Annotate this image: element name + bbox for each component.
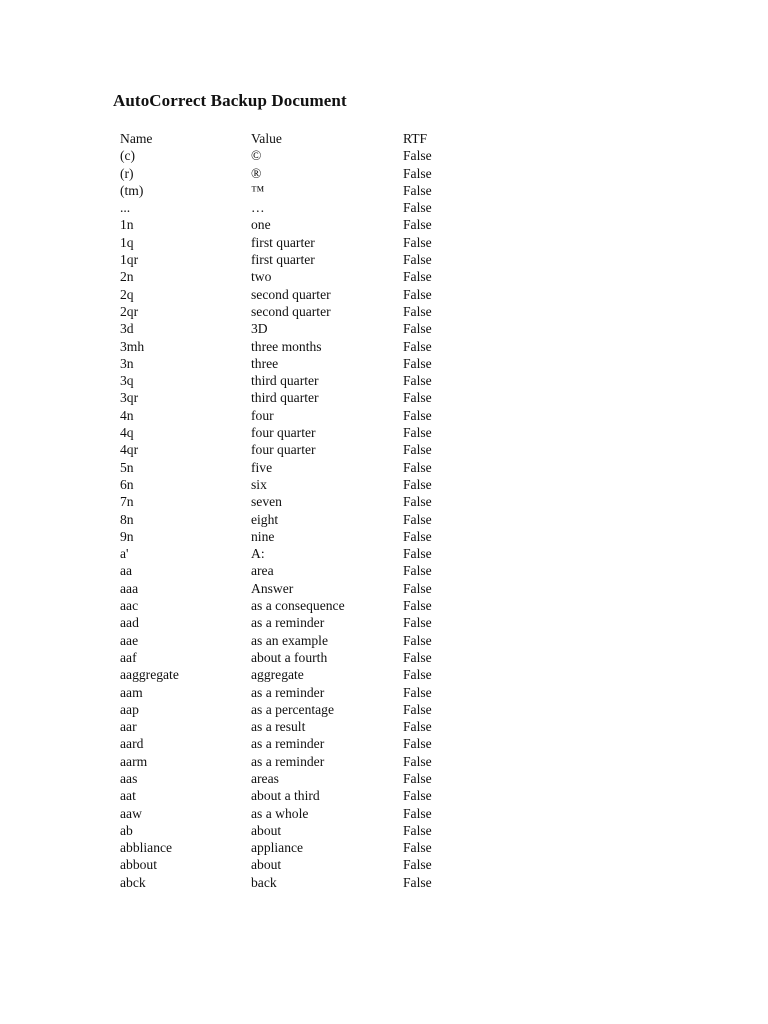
table-row	[120, 407, 450, 424]
table-row	[120, 787, 450, 804]
cell-value: back	[251, 874, 277, 890]
cell-rtf: False	[403, 528, 432, 544]
table-row	[120, 165, 450, 182]
cell-name: 3d	[120, 321, 134, 337]
cell-name: 2q	[120, 286, 134, 302]
table-row	[120, 147, 450, 164]
cell-value: as an example	[251, 632, 328, 648]
cell-rtf: False	[403, 165, 432, 181]
cell-name: 9n	[120, 528, 134, 544]
table-body	[120, 147, 450, 891]
cell-rtf: False	[403, 407, 432, 423]
cell-value: second quarter	[251, 303, 331, 319]
cell-rtf: False	[403, 200, 432, 216]
table-row	[120, 666, 450, 683]
cell-value: areas	[251, 770, 279, 786]
autocorrect-table	[120, 130, 450, 891]
cell-value: about a fourth	[251, 649, 328, 665]
cell-value: as a reminder	[251, 736, 325, 752]
table-row	[120, 580, 450, 597]
cell-value: appliance	[251, 840, 304, 856]
cell-rtf: False	[403, 874, 432, 890]
table-row	[120, 182, 450, 199]
cell-value: as a whole	[251, 805, 309, 821]
table-row	[120, 459, 450, 476]
cell-rtf: False	[403, 321, 432, 337]
table-row	[120, 493, 450, 510]
table-row	[120, 528, 450, 545]
cell-rtf: False	[403, 840, 432, 856]
table-row	[120, 545, 450, 562]
cell-value: four quarter	[251, 425, 316, 441]
cell-rtf: False	[403, 442, 432, 458]
cell-value: about	[251, 822, 282, 838]
cell-rtf: False	[403, 217, 432, 233]
cell-rtf: False	[403, 494, 432, 510]
cell-name: 6n	[120, 476, 134, 492]
cell-name: aaggregate	[120, 667, 179, 683]
cell-value: as a percentage	[251, 701, 335, 717]
table-row	[120, 856, 450, 873]
cell-value: three	[251, 355, 279, 371]
table-row	[120, 476, 450, 493]
cell-name: 4n	[120, 407, 134, 423]
cell-value: area	[251, 563, 274, 579]
cell-name: abck	[120, 874, 146, 890]
cell-rtf: False	[403, 701, 432, 717]
cell-name: 3q	[120, 373, 134, 389]
cell-name: 3n	[120, 355, 134, 371]
cell-rtf: False	[403, 459, 432, 475]
cell-name: (r)	[120, 165, 134, 181]
cell-rtf: False	[403, 788, 432, 804]
cell-value: as a reminder	[251, 615, 325, 631]
cell-value: Answer	[251, 580, 294, 596]
cell-rtf: False	[403, 580, 432, 596]
cell-name: (c)	[120, 148, 136, 164]
table-row	[120, 822, 450, 839]
table-row	[120, 216, 450, 233]
cell-name: aarm	[120, 753, 148, 769]
cell-rtf: False	[403, 770, 432, 786]
cell-rtf: False	[403, 355, 432, 371]
cell-rtf: False	[403, 649, 432, 665]
cell-rtf: False	[403, 286, 432, 302]
cell-name: 2qr	[120, 303, 139, 319]
cell-name: 4q	[120, 425, 134, 441]
cell-rtf: False	[403, 303, 432, 319]
cell-name: a'	[120, 546, 129, 562]
cell-name: ...	[120, 200, 131, 216]
cell-rtf: False	[403, 632, 432, 648]
cell-name: abbout	[120, 857, 157, 873]
cell-rtf: False	[403, 338, 432, 354]
cell-value: two	[251, 269, 272, 285]
cell-value: third quarter	[251, 373, 319, 389]
cell-name: 1n	[120, 217, 134, 233]
cell-rtf: False	[403, 805, 432, 821]
cell-rtf: False	[403, 598, 432, 614]
table-row	[120, 268, 450, 285]
table-row	[120, 389, 450, 406]
cell-rtf: False	[403, 822, 432, 838]
table-row	[120, 234, 450, 251]
cell-name: aas	[120, 770, 138, 786]
cell-value: first quarter	[251, 252, 315, 268]
header-rtf: RTF	[403, 131, 428, 146]
table-row	[120, 251, 450, 268]
cell-value: ™	[251, 182, 265, 198]
cell-name: 1q	[120, 234, 134, 250]
cell-value: as a reminder	[251, 753, 325, 769]
cell-name: 1qr	[120, 252, 139, 268]
table-row	[120, 338, 450, 355]
cell-rtf: False	[403, 753, 432, 769]
cell-value: …	[251, 200, 265, 216]
cell-value: first quarter	[251, 234, 315, 250]
cell-value: third quarter	[251, 390, 319, 406]
cell-name: aa	[120, 563, 133, 579]
cell-rtf: False	[403, 684, 432, 700]
table-row	[120, 286, 450, 303]
cell-rtf: False	[403, 736, 432, 752]
cell-name: 3mh	[120, 338, 145, 354]
cell-rtf: False	[403, 615, 432, 631]
table-row	[120, 649, 450, 666]
table-row	[120, 424, 450, 441]
cell-name: aac	[120, 598, 139, 614]
cell-name: aae	[120, 632, 139, 648]
table-row	[120, 441, 450, 458]
cell-value: ®	[251, 165, 262, 181]
cell-name: aad	[120, 615, 139, 631]
cell-value: 3D	[251, 321, 268, 337]
cell-rtf: False	[403, 425, 432, 441]
document-title: AutoCorrect Backup Document	[113, 91, 347, 110]
cell-name: abbliance	[120, 840, 173, 856]
table-row	[120, 805, 450, 822]
cell-name: aaf	[120, 649, 137, 665]
table-header-row	[120, 130, 450, 147]
cell-value: eight	[251, 511, 279, 527]
cell-rtf: False	[403, 476, 432, 492]
cell-rtf: False	[403, 182, 432, 198]
cell-name: aap	[120, 701, 139, 717]
cell-rtf: False	[403, 511, 432, 527]
cell-rtf: False	[403, 563, 432, 579]
cell-value: as a reminder	[251, 684, 325, 700]
table-row	[120, 770, 450, 787]
cell-value: about a third	[251, 788, 320, 804]
cell-rtf: False	[403, 148, 432, 164]
cell-rtf: False	[403, 373, 432, 389]
cell-rtf: False	[403, 667, 432, 683]
cell-value: as a result	[251, 719, 306, 735]
table-row	[120, 320, 450, 337]
table-row	[120, 701, 450, 718]
table-row	[120, 874, 450, 891]
table-row	[120, 372, 450, 389]
cell-name: aard	[120, 736, 144, 752]
cell-value: as a consequence	[251, 598, 345, 614]
cell-value: seven	[251, 494, 282, 510]
cell-name: aar	[120, 719, 137, 735]
table-row	[120, 735, 450, 752]
table-row	[120, 303, 450, 320]
cell-name: ab	[120, 822, 133, 838]
cell-rtf: False	[403, 269, 432, 285]
table-row	[120, 614, 450, 631]
header-name: Name	[120, 131, 153, 146]
cell-rtf: False	[403, 234, 432, 250]
cell-value: about	[251, 857, 282, 873]
table-row	[120, 684, 450, 701]
table-row	[120, 839, 450, 856]
cell-value: four	[251, 407, 274, 423]
cell-name: aaw	[120, 805, 142, 821]
cell-value: A:	[251, 546, 265, 562]
cell-value: aggregate	[251, 667, 304, 683]
cell-name: 4qr	[120, 442, 139, 458]
cell-value: three months	[251, 338, 322, 354]
cell-value: four quarter	[251, 442, 316, 458]
table-row	[120, 753, 450, 770]
cell-value: nine	[251, 528, 275, 544]
cell-value: six	[251, 476, 267, 492]
cell-rtf: False	[403, 857, 432, 873]
cell-rtf: False	[403, 252, 432, 268]
cell-name: 7n	[120, 494, 134, 510]
table-row	[120, 597, 450, 614]
cell-value: one	[251, 217, 271, 233]
table-row	[120, 632, 450, 649]
table-row	[120, 562, 450, 579]
cell-name: aam	[120, 684, 143, 700]
table-row	[120, 355, 450, 372]
cell-name: 3qr	[120, 390, 139, 406]
cell-name: aat	[120, 788, 136, 804]
cell-rtf: False	[403, 719, 432, 735]
cell-name: (tm)	[120, 182, 144, 198]
cell-name: 5n	[120, 459, 134, 475]
cell-name: aaa	[120, 580, 139, 596]
cell-name: 2n	[120, 269, 134, 285]
cell-name: 8n	[120, 511, 134, 527]
cell-rtf: False	[403, 390, 432, 406]
cell-rtf: False	[403, 546, 432, 562]
cell-value: second quarter	[251, 286, 331, 302]
cell-value: ©	[251, 148, 262, 164]
cell-value: five	[251, 459, 273, 475]
table-row	[120, 718, 450, 735]
table-row	[120, 199, 450, 216]
table-row	[120, 511, 450, 528]
header-value: Value	[251, 131, 282, 146]
